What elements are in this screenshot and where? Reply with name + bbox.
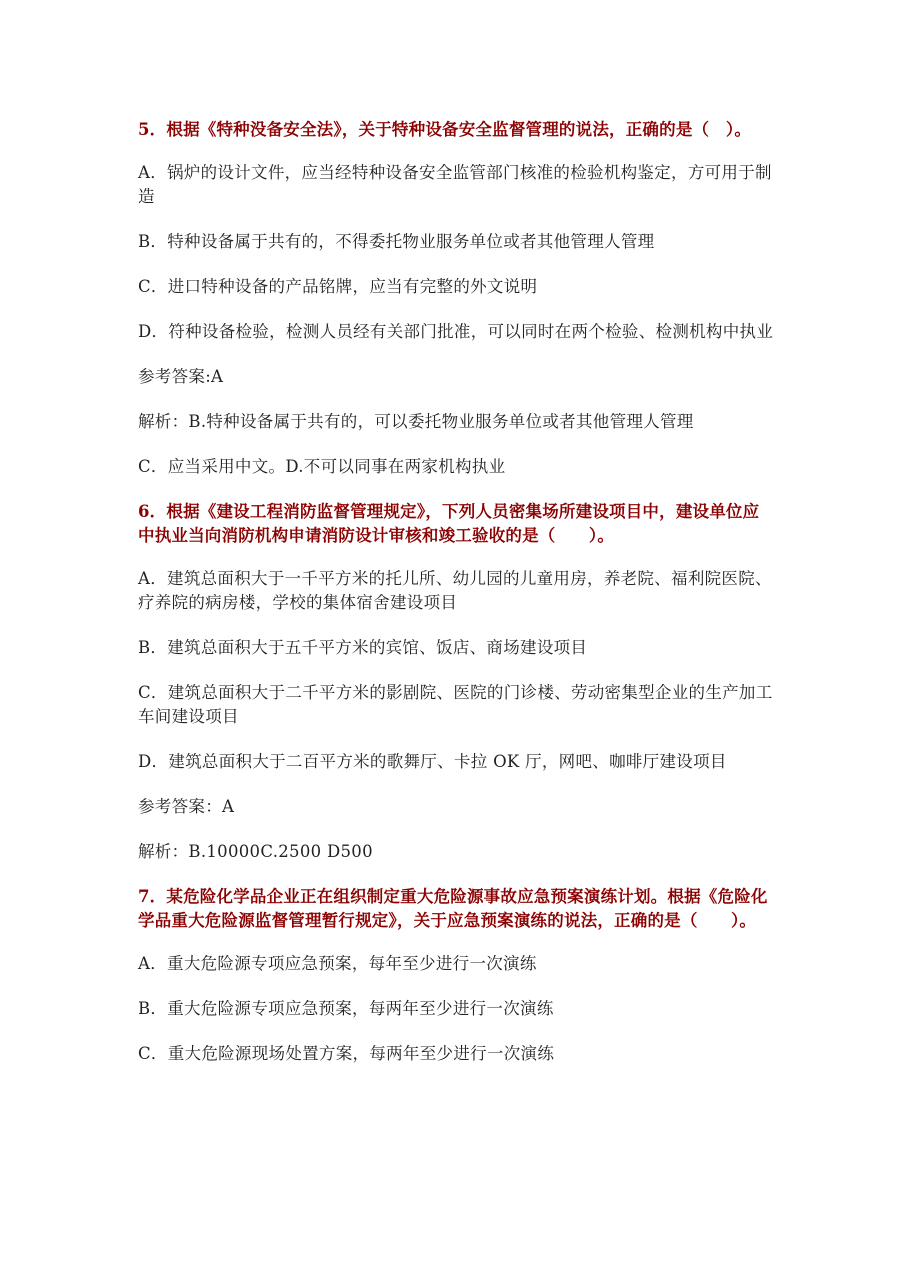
- question-5-title: 5．根据《特种没备安全法》，关于特种设备安全监督管理的说法，正确的是（ ）。: [138, 120, 752, 139]
- question-5-option-a: A．锅炉的设计文件，应当经特种设备安全监管部门核准的检验机构鉴定，方可用于制造: [138, 163, 772, 206]
- question-5-analysis-2: C．应当采用中文。D.不可以同事在两家机构执业: [138, 457, 506, 476]
- question-7-title: 7．某危险化学品企业正在组织制定重大危险源事故应急预案演练计划。根据《危险化学品重大危险源监督管理暂行规定》，关于应急预案演练的说法，正确的是（ ）。: [138, 887, 768, 930]
- question-6-option-d: D．建筑总面积大于二百平方米的歌舞厅、卡拉 OK 厅，网吧、咖啡厅建设项目: [138, 752, 727, 771]
- document-page: [138, 118, 774, 1087]
- question-5-option-b: B．特种设备属于共有的，不得委托物业服务单位或者其他管理人管理: [138, 232, 655, 251]
- question-5-option-d: D．符种设备检验，检测人员经有关部门批准，可以同时在两个检验、检测机构中执业: [138, 322, 774, 341]
- question-5-analysis-1: 解析：B.特种设备属于共有的，可以委托物业服务单位或者其他管理人管理: [138, 412, 694, 431]
- question-7-option-b: B．重大危险源专项应急预案，每两年至少进行一次演练: [138, 999, 554, 1018]
- question-6-title: 6．根据《建设工程消防监督管理规定》，下列人员密集场所建设项目中，建设单位应中执业当向消防机构申请消防设计审核和竣工验收的是（ ）。: [138, 502, 760, 545]
- question-7-option-c: C．重大危险源现场处置方案，每两年至少进行一次演练: [138, 1044, 555, 1063]
- question-6-analysis-1: 解析：B.10000C.2500 D500: [138, 842, 373, 861]
- question-6-option-a: A．建筑总面积大于一千平方米的托儿所、幼儿园的儿童用房，养老院、福利院医院、疗养院的病房楼，学校的集体宿舍建设项目: [138, 569, 772, 612]
- question-6-option-c: C．建筑总面积大于二千平方米的影剧院、医院的门诊楼、劳动密集型企业的生产加工车间建设项目: [138, 683, 773, 726]
- question-6-answer: 参考答案：A: [138, 797, 235, 816]
- question-7-option-a: A．重大危险源专项应急预案，每年至少进行一次演练: [138, 954, 537, 973]
- question-5-answer: 参考答案:A: [138, 367, 224, 386]
- question-6-option-b: B．建筑总面积大于五千平方米的宾馆、饭店、商场建设项目: [138, 638, 588, 657]
- question-5-option-c: C．进口特种设备的产品铭牌，应当有完整的外文说明: [138, 277, 538, 296]
